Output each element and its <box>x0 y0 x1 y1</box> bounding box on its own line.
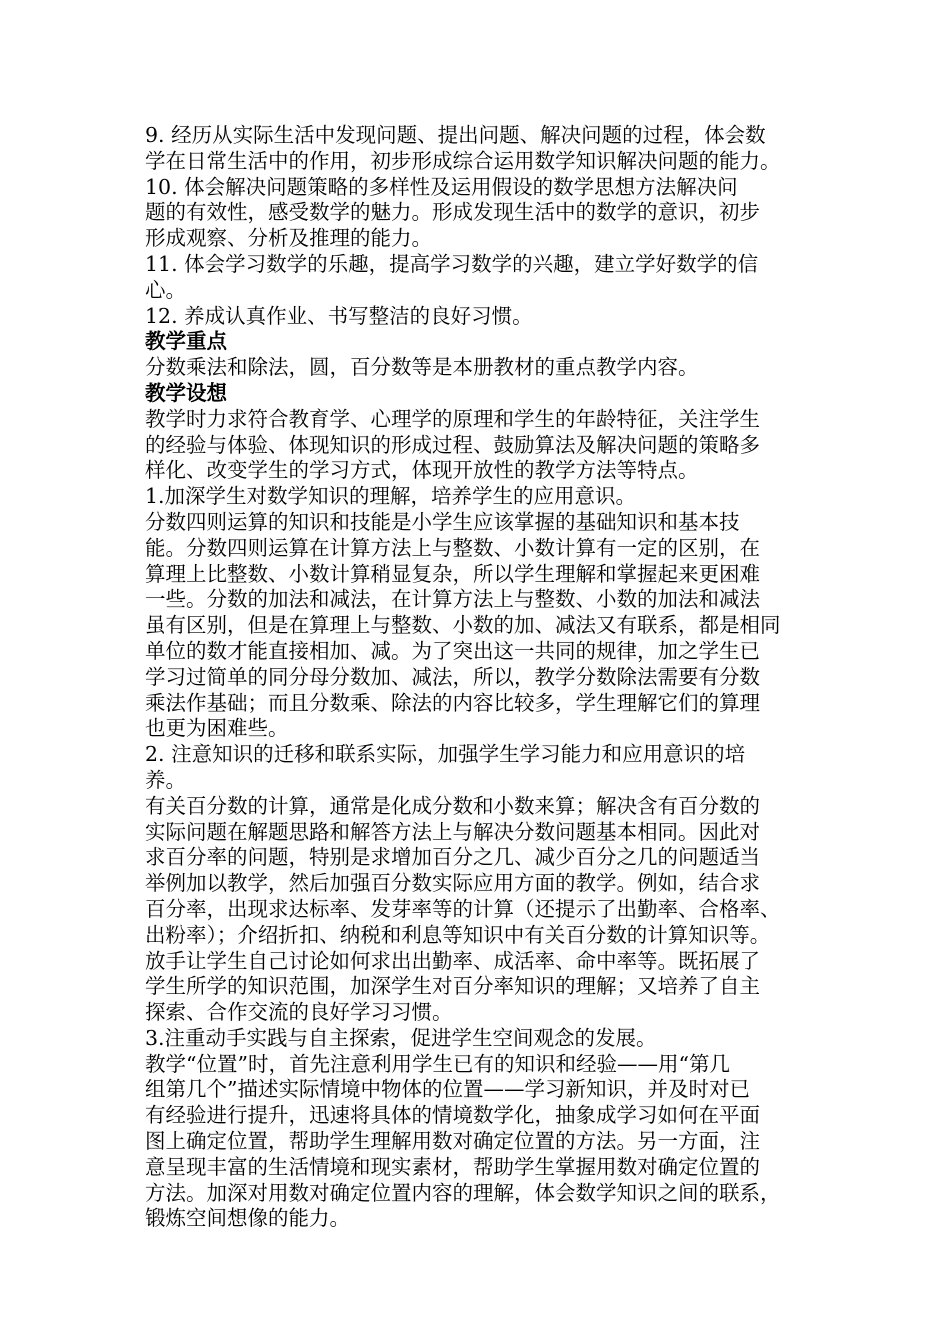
text-line: 求百分率的问题，特别是求增加百分之几、减少百分之几的问题适当 <box>145 845 760 870</box>
text-line: 分数四则运算的知识和技能是小学生应该掌握的基础知识和基本技 <box>145 509 740 534</box>
text-line: 有关百分数的计算，通常是化成分数和小数来算；解决含有百分数的 <box>145 793 760 818</box>
text-line: 乘法作基础；而且分数乘、除法的内容比较多，学生理解它们的算理 <box>145 690 760 715</box>
text-line: 11. 体会学习数学的乐趣，提高学习数学的兴趣，建立学好数学的信 <box>145 251 759 276</box>
text-line: 1.加深学生对数学知识的理解，培养学生的应用意识。 <box>145 484 637 509</box>
text-line: 学习过简单的同分母分数加、减法，所以，教学分数除法需要有分数 <box>145 664 760 689</box>
text-line: 有经验进行提升，迅速将具体的情境数学化，抽象成学习如何在平面 <box>145 1103 760 1128</box>
text-line: 方法。加深对用数对确定位置内容的理解，体会数学知识之间的联系， <box>145 1180 781 1205</box>
text-line: 形成观察、分析及推理的能力。 <box>145 226 432 251</box>
text-line: 锻炼空间想像的能力。 <box>145 1206 350 1231</box>
section-heading: 教学设想 <box>145 380 227 405</box>
text-line: 学在日常生活中的作用，初步形成综合运用数学知识解决问题的能力。 <box>145 148 781 173</box>
text-line: 实际问题在解题思路和解答方法上与解决分数问题基本相同。因此对 <box>145 819 760 844</box>
text-line: 意呈现丰富的生活情境和现实素材，帮助学生掌握用数对确定位置的 <box>145 1154 760 1179</box>
text-line: 一些。分数的加法和减法，在计算方法上与整数、小数的加法和减法 <box>145 587 760 612</box>
text-line: 算理上比整数、小数计算稍显复杂，所以学生理解和掌握起来更困难 <box>145 561 760 586</box>
text-line: 也更为困难些。 <box>145 716 289 741</box>
text-line: 养。 <box>145 767 186 792</box>
text-line: 虽有区别，但是在算理上与整数、小数的加、减法又有联系，都是相同 <box>145 613 781 638</box>
text-line: 百分率，出现求达标率、发芽率等的计算（还提示了出勤率、合格率、 <box>145 896 781 921</box>
text-line: 心。 <box>145 277 186 302</box>
text-line: 出粉率）；介绍折扣、纳税和利息等知识中有关百分数的计算知识等。 <box>145 922 771 947</box>
text-line: 题的有效性，感受数学的魅力。形成发现生活中的数学的意识，初步 <box>145 200 760 225</box>
text-line: 12. 养成认真作业、书写整洁的良好习惯。 <box>145 303 533 328</box>
text-line: 图上确定位置，帮助学生理解用数对确定位置的方法。另一方面，注 <box>145 1129 760 1154</box>
text-line: 10. 体会解决问题策略的多样性及运用假设的数学思想方法解决问 <box>145 174 738 199</box>
text-line: 分数乘法和除法，圆，百分数等是本册教材的重点教学内容。 <box>145 355 699 380</box>
text-line: 组第几个”描述实际情境中物体的位置——学习新知识，并及时对已 <box>145 1077 750 1102</box>
document-page <box>145 123 825 1232</box>
text-line: 探索、合作交流的良好学习习惯。 <box>145 1000 453 1025</box>
text-line: 教学时力求符合教育学、心理学的原理和学生的年龄特征，关注学生 <box>145 406 760 431</box>
text-line: 3.注重动手实践与自主探索，促进学生空间观念的发展。 <box>145 1025 657 1050</box>
text-line: 9. 经历从实际生活中发现问题、提出问题、解决问题的过程，体会数 <box>145 123 766 147</box>
text-line: 学生所学的知识范围，加深学生对百分率知识的理解；又培养了自主 <box>145 974 760 999</box>
text-line: 样化、改变学生的学习方式，体现开放性的教学方法等特点。 <box>145 458 699 483</box>
text-line: 2. 注意知识的迁移和联系实际，加强学生学习能力和应用意识的培 <box>145 742 746 767</box>
text-line: 举例加以教学，然后加强百分数实际应用方面的教学。例如，结合求 <box>145 871 760 896</box>
text-line: 教学“位置”时，首先注意利用学生已有的知识和经验——用“第几 <box>145 1051 730 1076</box>
text-line: 的经验与体验、体现知识的形成过程、鼓励算法及解决问题的策略多 <box>145 432 760 457</box>
text-line: 放手让学生自己讨论如何求出出勤率、成活率、命中率等。既拓展了 <box>145 948 760 973</box>
text-line: 单位的数才能直接相加、减。为了突出这一共同的规律，加之学生已 <box>145 638 760 663</box>
section-heading: 教学重点 <box>145 329 227 354</box>
text-line: 能。分数四则运算在计算方法上与整数、小数计算有一定的区别，在 <box>145 535 760 560</box>
